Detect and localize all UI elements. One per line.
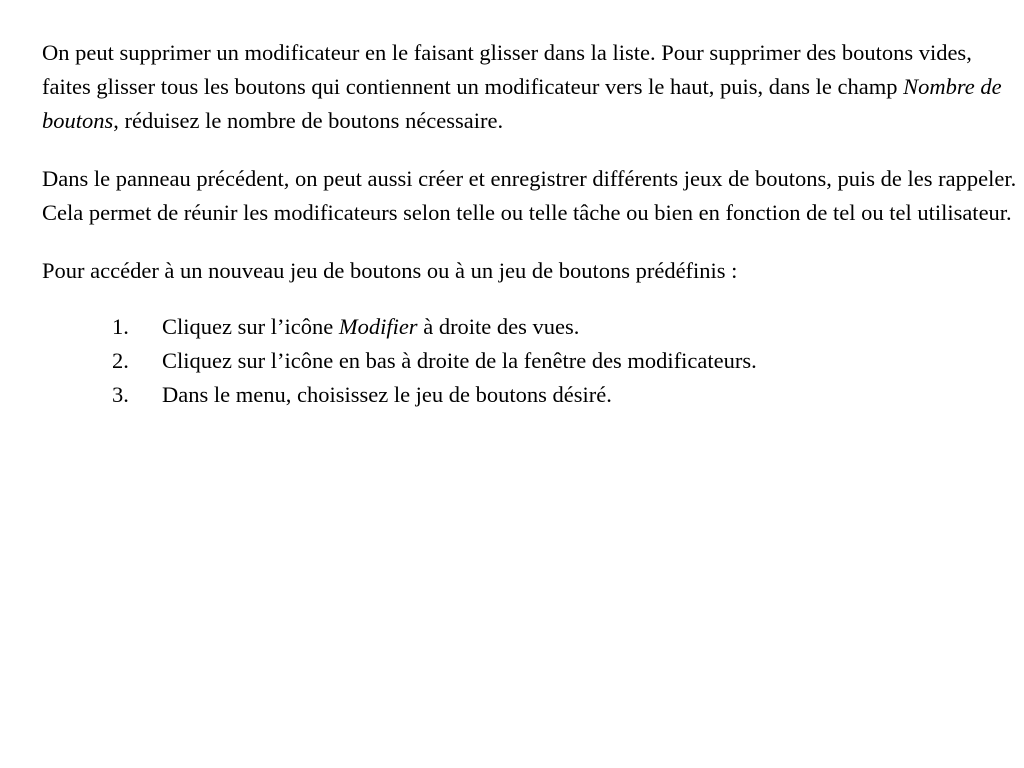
step-item — [42, 344, 1024, 378]
step-text: Cliquez sur l’icône — [162, 314, 339, 339]
icon-name-emphasis: Modifier — [338, 314, 418, 339]
paragraph-text: Dans le panneau précédent, on peut aussi créer et enregistrer différents jeux de boutons, puis de les rappeler. Cela permet de réunir les modificateurs selon telle ou telle tâche ou bien en fonction de tel ou tel utilisateur. — [42, 166, 1017, 225]
step-item — [42, 378, 1024, 412]
step-text: Cliquez sur l’icône en bas à droite de la fenêtre des modificateurs. — [162, 348, 757, 373]
paragraph-button-sets — [42, 162, 1017, 230]
paragraph-access-intro — [42, 254, 1017, 288]
step-number: 1. — [112, 314, 129, 339]
steps-list — [42, 310, 1024, 412]
field-name-emphasis: Nombre de boutons — [42, 74, 1002, 133]
step-item — [42, 310, 1024, 344]
step-text: Dans le menu, choisissez le jeu de boutons désiré. — [162, 382, 612, 407]
paragraph-text: On peut supprimer un modificateur en le faisant glisser dans la liste. Pour supprimer des boutons vides, faites glisser tous les boutons qui contiennent un modificateur vers le haut, puis, dans le champ — [42, 40, 972, 99]
step-text: à droite des vues. — [417, 314, 580, 339]
step-number: 2. — [112, 348, 129, 373]
paragraph-text: Pour accéder à un nouveau jeu de boutons ou à un jeu de boutons prédéfinis : — [42, 258, 738, 283]
paragraph-remove-modifier — [42, 36, 1017, 138]
paragraph-text: , réduisez le nombre de boutons nécessaire. — [113, 108, 504, 133]
step-number: 3. — [112, 382, 129, 407]
